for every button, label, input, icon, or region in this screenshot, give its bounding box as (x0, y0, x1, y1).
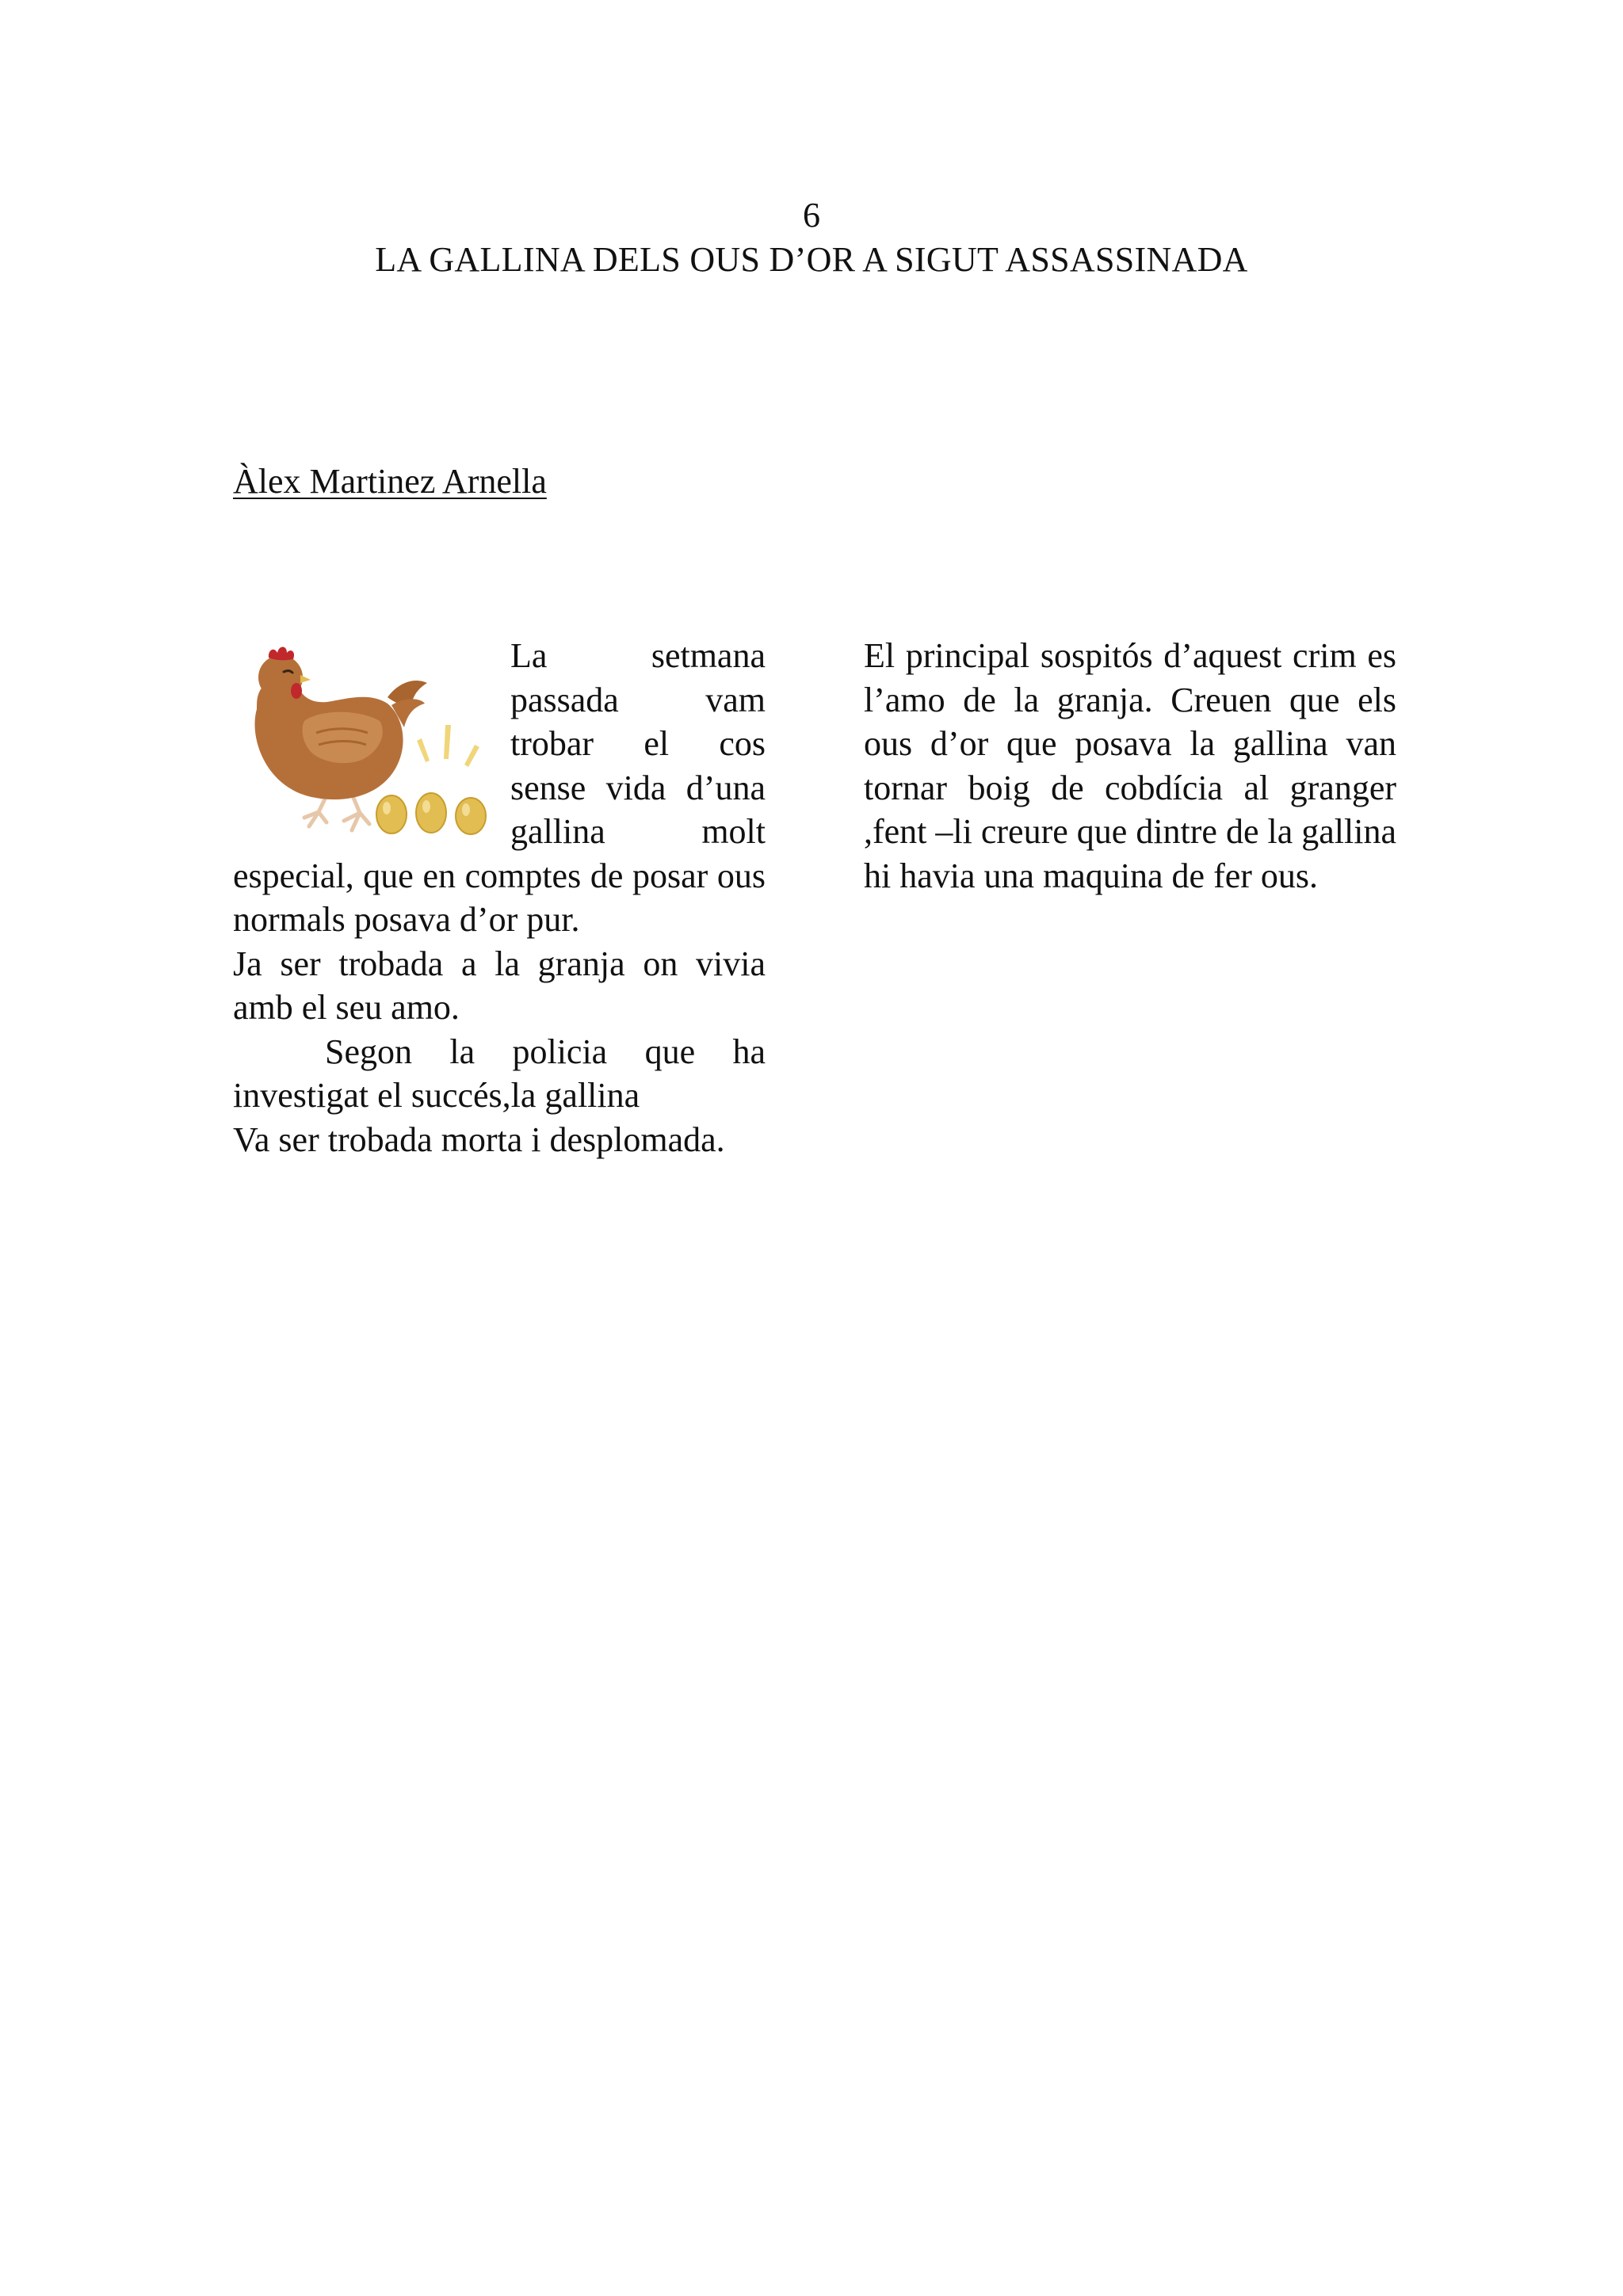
author-name: Àlex Martinez Arnella (233, 462, 547, 501)
paragraph-intro: La setmana passada vam trobar el cos sense vida d’una gallina molt especial, que en comptes de posar ous normals posava d’or pur. (233, 636, 766, 939)
paragraph-suspect: El principal sospitós d’aquest crim es l’amo de la granja. Creuen que els ous d’or que posava la gallina van tornar boig de cobdícia al granger ,fent –li creure que dintre de la gallina hi havia una maquina de fer ous. (864, 636, 1396, 895)
hen-with-golden-eggs-icon (233, 634, 501, 845)
page-number: 6 (803, 196, 820, 235)
paragraph-police: Segon la policia que ha investigat el succés,la gallina (233, 1032, 766, 1115)
paragraph-found: Ja ser trobada a la granja on vivia amb el seu amo. (233, 944, 766, 1027)
article-title: LA GALLINA DELS OUS D’OR A SIGUT ASSASSINADA (375, 240, 1248, 279)
right-column (864, 634, 1396, 898)
paragraph-dead: Va ser trobada morta i desplomada. (233, 1119, 725, 1159)
left-column (233, 634, 766, 1161)
